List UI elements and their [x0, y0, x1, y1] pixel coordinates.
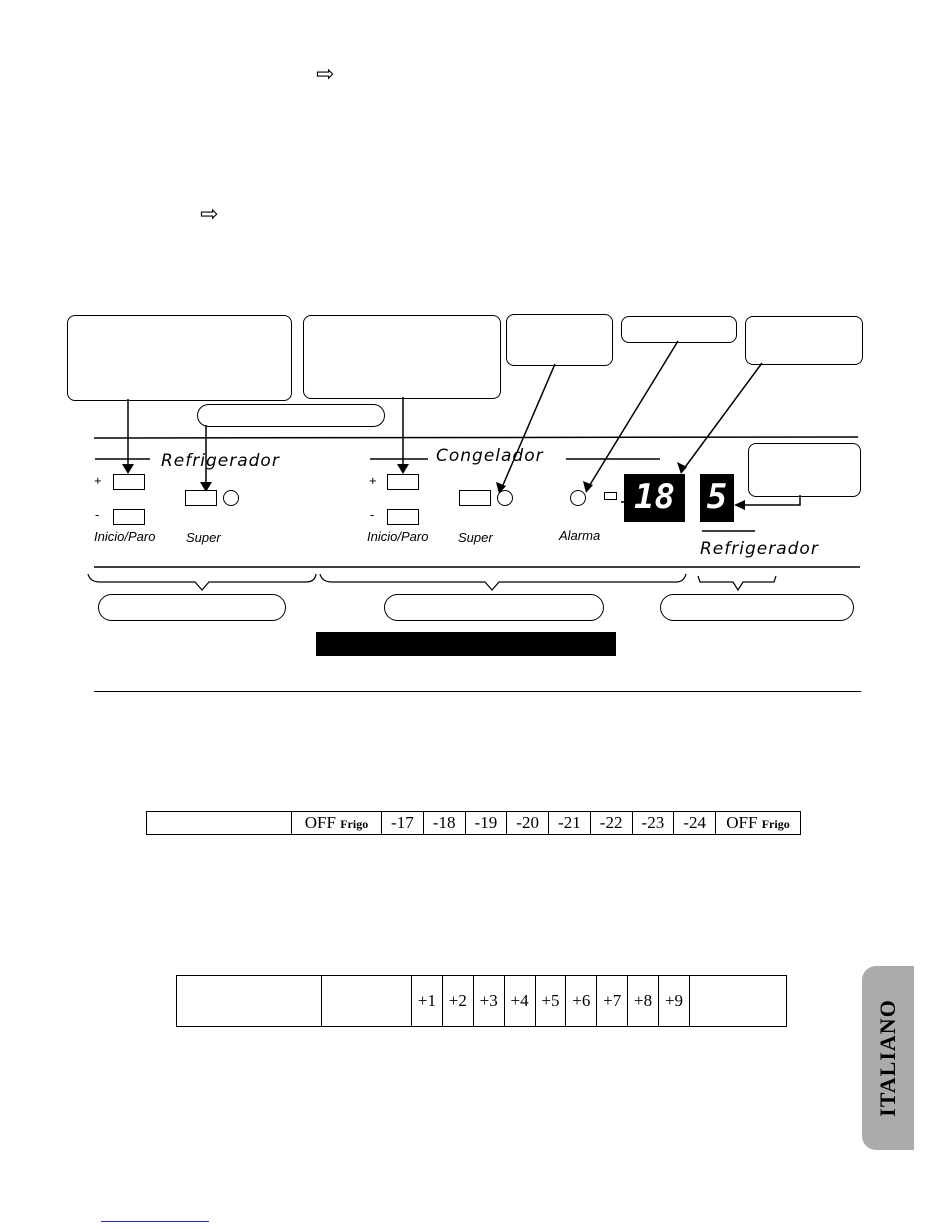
table-cell: OFF Frigo [716, 812, 801, 835]
table-cell: -24 [674, 812, 716, 835]
freezer-super-label: Super [458, 530, 493, 545]
label-pill-freezer-section [384, 594, 604, 621]
table-cell: -21 [549, 812, 591, 835]
table-cell: +9 [659, 976, 690, 1027]
table-cell: +4 [504, 976, 535, 1027]
table-cell: +7 [597, 976, 628, 1027]
fridge-minus-sign: - [95, 507, 100, 522]
table-cell: +6 [566, 976, 597, 1027]
alarm-indicator [604, 492, 617, 500]
arrow-icon: ⇨ [200, 202, 219, 227]
fridge-temp-table [176, 975, 787, 1027]
fridge-minus-button[interactable] [113, 509, 145, 525]
fridge-plus-button[interactable] [113, 474, 145, 490]
section-divider [94, 691, 861, 692]
table-cell: +3 [473, 976, 504, 1027]
table-cell: -23 [632, 812, 674, 835]
freezer-start-stop-label: Inicio/Paro [367, 529, 429, 544]
arrow-icon: ⇨ [316, 62, 335, 87]
alarm-led [570, 490, 586, 506]
alarm-label: Alarma [559, 528, 601, 543]
table-cell: +1 [412, 976, 443, 1027]
table-cell [147, 812, 292, 835]
fridge-plus-sign: + [94, 473, 102, 488]
freezer-minus-sign: - [370, 507, 375, 522]
footer-link-underline [101, 1221, 209, 1222]
redacted-bar [316, 632, 616, 656]
table-cell: -20 [507, 812, 549, 835]
fridge-super-label: Super [186, 530, 221, 545]
table-cell: +8 [628, 976, 659, 1027]
table-cell: +2 [442, 976, 473, 1027]
table-cell: -18 [423, 812, 465, 835]
freezer-minus-button[interactable] [387, 509, 419, 525]
freezer-super-button[interactable] [459, 490, 491, 506]
table-cell: +5 [535, 976, 566, 1027]
fridge-super-led [223, 490, 239, 506]
label-pill-fridge-section [98, 594, 286, 621]
freezer-temp-display: 18 [624, 474, 685, 522]
freezer-title: Congelador [436, 446, 544, 466]
refrigerator-title: Refrigerador [161, 451, 280, 471]
table-cell: OFF Frigo [292, 812, 382, 835]
table-cell: -22 [590, 812, 632, 835]
display-refrigerator-title: Refrigerador [700, 539, 819, 559]
table-cell: -19 [465, 812, 507, 835]
fridge-start-stop-label: Inicio/Paro [94, 529, 156, 544]
table-cell [322, 976, 412, 1027]
table-cell [177, 976, 322, 1027]
fridge-temp-display: 5 [700, 474, 734, 522]
language-tab [862, 966, 914, 1150]
table-cell [690, 976, 787, 1027]
fridge-super-button[interactable] [185, 490, 217, 506]
freezer-plus-button[interactable] [387, 474, 419, 490]
freezer-super-led [497, 490, 513, 506]
table-cell: -17 [382, 812, 424, 835]
freezer-temp-table [146, 811, 801, 835]
language-tab-label: ITALIANO [875, 999, 900, 1117]
freezer-plus-sign: + [369, 473, 377, 488]
label-pill-display-section [660, 594, 854, 621]
